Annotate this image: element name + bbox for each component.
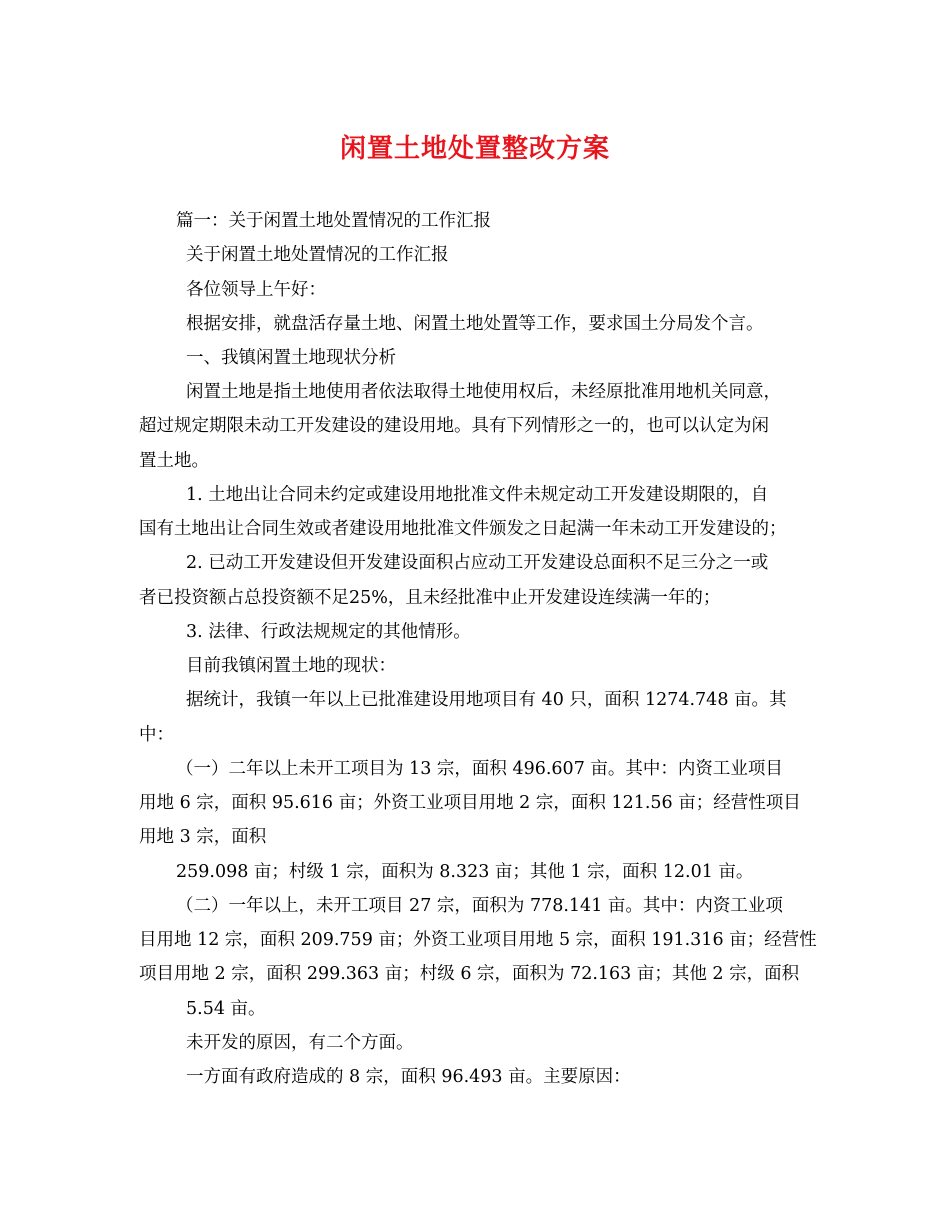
text-line: 据统计，我镇一年以上已批准建设用地项目有 40 只，面积 1274.748 亩。其 — [186, 690, 787, 710]
text-line: 目前我镇闲置土地的现状： — [186, 656, 396, 676]
text-line: 超过规定期限未动工开发建设的建设用地。具有下列情形之一的，也可以认定为闲 — [139, 416, 769, 436]
text-line: 者已投资额占总投资额不足25%，且未经批准中止开发建设连续满一年的； — [139, 588, 721, 608]
text-line: 5.54 亩。 — [186, 999, 266, 1019]
text-line: 3. 法律、行政法规规定的其他情形。 — [186, 622, 471, 642]
document-title: 闲置土地处置整改方案 — [339, 134, 610, 164]
text-line: 根据安排，就盘活存量土地、闲置土地处置等工作，要求国土分局发个言。 — [186, 314, 764, 334]
text-line: 篇一：关于闲置土地处置情况的工作汇报 — [176, 211, 491, 231]
text-line: 闲置土地是指土地使用者依法取得土地使用权后，未经原批准用地机关同意， — [186, 382, 781, 402]
text-line: 2. 已动工开发建设但开发建设面积占应动工开发建设总面积不足三分之一或 — [186, 553, 769, 573]
text-line: 未开发的原因，有二个方面。 — [186, 1033, 414, 1053]
text-line: 用地 6 宗，面积 95.616 亩；外资工业项目用地 2 宗，面积 121.56 亩；经营性项目 — [139, 793, 801, 813]
text-line: 1. 土地出让合同未约定或建设用地批准文件未规定动工开发建设期限的，自 — [186, 485, 769, 505]
text-line: 国有土地出让合同生效或者建设用地批准文件颁发之日起满一年未动工开发建设的； — [139, 519, 787, 539]
text-line: 259.098 亩；村级 1 宗，面积为 8.323 亩；其他 1 宗，面积 12.01 亩。 — [176, 862, 754, 882]
text-line: 目用地 12 宗，面积 209.759 亩；外资工业项目用地 5 宗，面积 191.316 亩；经营性 — [139, 930, 817, 950]
text-line: 项目用地 2 宗，面积 299.363 亩；村级 6 宗，面积为 72.163 亩；其他 2 宗，面积 — [139, 964, 800, 984]
text-line: 关于闲置土地处置情况的工作汇报 — [186, 245, 449, 265]
text-line: 各位领导上午好： — [186, 280, 326, 300]
text-line: 一方面有政府造成的 8 宗，面积 96.493 亩。主要原因： — [186, 1067, 631, 1087]
text-line: 中： — [139, 725, 174, 745]
text-line: （一）二年以上未开工项目为 13 宗，面积 496.607 亩。其中：内资工业项目 — [176, 759, 783, 779]
text-line: 用地 3 宗，面积 — [139, 827, 267, 847]
text-line: 置土地。 — [139, 451, 209, 471]
text-line: 一、我镇闲置土地现状分析 — [186, 348, 396, 368]
text-line: （二）一年以上，未开工项目 27 宗，面积为 778.141 亩。其中：内资工业项 — [176, 896, 783, 916]
